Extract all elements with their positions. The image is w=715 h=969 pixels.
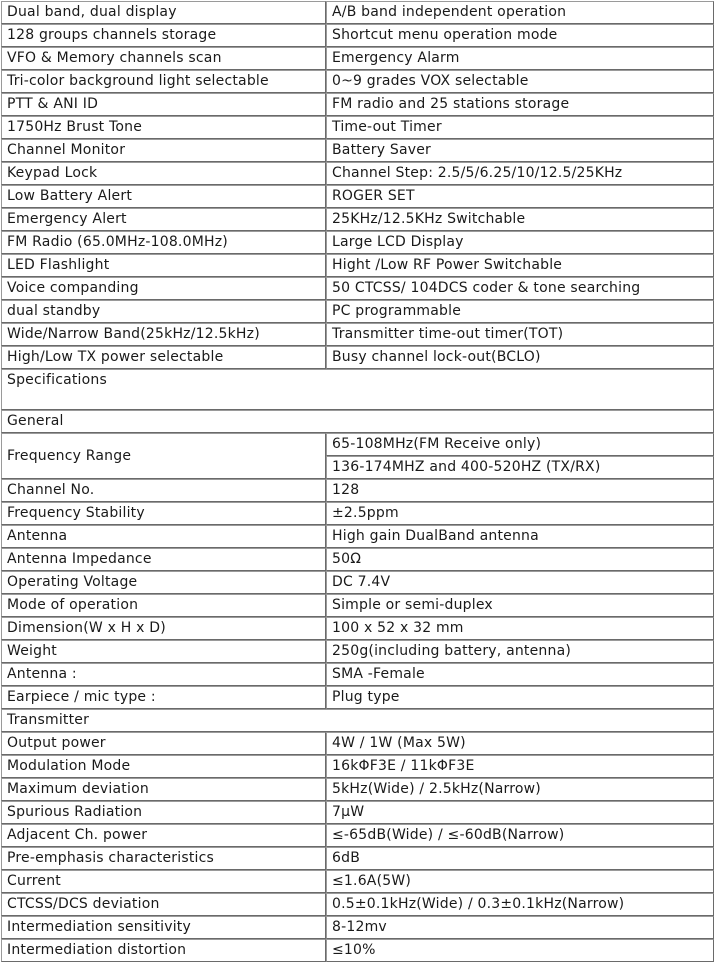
specifications-title: Specifications [1, 369, 714, 410]
spec-label: 128 groups channels storage [1, 24, 326, 47]
spec-label: Intermediation sensitivity [1, 916, 326, 939]
spec-label: High/Low TX power selectable [1, 346, 326, 369]
feature-row [1, 47, 714, 70]
spec-label: PTT & ANI ID [1, 93, 326, 116]
frequency-range-label: Frequency Range [1, 433, 326, 479]
spec-value: Transmitter time-out timer(TOT) [326, 323, 714, 346]
general-row [1, 617, 714, 640]
general-row [1, 640, 714, 663]
general-title: General [1, 410, 714, 433]
general-row [1, 594, 714, 617]
spec-label: Tri-color background light selectable [1, 70, 326, 93]
spec-value: Battery Saver [326, 139, 714, 162]
spec-value: 16kΦF3E / 11kΦF3E [326, 755, 714, 778]
frequency-range-row [1, 433, 714, 456]
transmitter-title: Transmitter [1, 709, 714, 732]
transmitter-section [1, 732, 714, 962]
feature-row [1, 70, 714, 93]
feature-row [1, 277, 714, 300]
feature-row [1, 1, 714, 24]
feature-row [1, 93, 714, 116]
general-row [1, 686, 714, 709]
spec-value: ROGER SET [326, 185, 714, 208]
spec-label: Earpiece / mic type : [1, 686, 326, 709]
spec-label: Keypad Lock [1, 162, 326, 185]
spec-value: Busy channel lock-out(BCLO) [326, 346, 714, 369]
spec-value: 8-12mv [326, 916, 714, 939]
transmitter-row [1, 801, 714, 824]
spec-value: 0.5±0.1kHz(Wide) / 0.3±0.1kHz(Narrow) [326, 893, 714, 916]
spec-label: Dimension(W x H x D) [1, 617, 326, 640]
spec-value: Simple or semi-duplex [326, 594, 714, 617]
spec-value: 4W / 1W (Max 5W) [326, 732, 714, 755]
spec-value: High gain DualBand antenna [326, 525, 714, 548]
general-row [1, 548, 714, 571]
transmitter-row [1, 778, 714, 801]
transmitter-row [1, 870, 714, 893]
transmitter-row [1, 847, 714, 870]
spec-label: Pre-emphasis characteristics [1, 847, 326, 870]
spec-value: Hight /Low RF Power Switchable [326, 254, 714, 277]
spec-label: Intermediation distortion [1, 939, 326, 962]
spec-label: Channel Monitor [1, 139, 326, 162]
feature-row [1, 116, 714, 139]
spec-label: Voice companding [1, 277, 326, 300]
spec-value: Shortcut menu operation mode [326, 24, 714, 47]
features-section [1, 1, 714, 369]
general-section [1, 479, 714, 709]
spec-value: Large LCD Display [326, 231, 714, 254]
spec-value: FM radio and 25 stations storage [326, 93, 714, 116]
transmitter-header [1, 709, 714, 732]
general-row [1, 502, 714, 525]
spec-value: 50 CTCSS/ 104DCS coder & tone searching [326, 277, 714, 300]
transmitter-row [1, 755, 714, 778]
spec-label: Emergency Alert [1, 208, 326, 231]
frequency-range-value: 65-108MHz(FM Receive only) [326, 433, 714, 456]
feature-row [1, 24, 714, 47]
spec-value: SMA -Female [326, 663, 714, 686]
spec-label: Antenna : [1, 663, 326, 686]
spec-value: 50Ω [326, 548, 714, 571]
spec-label: Current [1, 870, 326, 893]
spec-label: Modulation Mode [1, 755, 326, 778]
specifications-header-row [1, 369, 714, 410]
feature-row [1, 300, 714, 323]
spec-value: 128 [326, 479, 714, 502]
spec-label: Operating Voltage [1, 571, 326, 594]
general-row [1, 525, 714, 548]
spec-label: Wide/Narrow Band(25kHz/12.5kHz) [1, 323, 326, 346]
spec-value: ≤-65dB(Wide) / ≤-60dB(Narrow) [326, 824, 714, 847]
spec-label: Frequency Stability [1, 502, 326, 525]
feature-row [1, 346, 714, 369]
spec-value: Plug type [326, 686, 714, 709]
frequency-range-value: 136-174MHZ and 400-520HZ (TX/RX) [326, 456, 714, 479]
spec-value: Channel Step: 2.5/5/6.25/10/12.5/25KHz [326, 162, 714, 185]
general-row [1, 571, 714, 594]
spec-value: A/B band independent operation [326, 1, 714, 24]
spec-value: ±2.5ppm [326, 502, 714, 525]
feature-row [1, 139, 714, 162]
spec-label: Weight [1, 640, 326, 663]
spec-label: VFO & Memory channels scan [1, 47, 326, 70]
spec-label: LED Flashlight [1, 254, 326, 277]
spec-label: Channel No. [1, 479, 326, 502]
spec-value: 100 x 52 x 32 mm [326, 617, 714, 640]
spec-label: Maximum deviation [1, 778, 326, 801]
spec-label: Antenna Impedance [1, 548, 326, 571]
spec-label: Output power [1, 732, 326, 755]
feature-row [1, 185, 714, 208]
spec-value: DC 7.4V [326, 571, 714, 594]
feature-row [1, 323, 714, 346]
general-header-row [1, 410, 714, 433]
spec-label: FM Radio (65.0MHz-108.0MHz) [1, 231, 326, 254]
feature-row [1, 162, 714, 185]
spec-table [1, 1, 714, 962]
spec-value: Time-out Timer [326, 116, 714, 139]
feature-row [1, 254, 714, 277]
spec-value: ≤10% [326, 939, 714, 962]
feature-row [1, 231, 714, 254]
transmitter-row [1, 893, 714, 916]
spec-label: Spurious Radiation [1, 801, 326, 824]
spec-value: 7μW [326, 801, 714, 824]
general-row [1, 663, 714, 686]
specifications-section [1, 369, 714, 479]
feature-row [1, 208, 714, 231]
spec-value: 5kHz(Wide) / 2.5kHz(Narrow) [326, 778, 714, 801]
spec-label: Mode of operation [1, 594, 326, 617]
spec-label: dual standby [1, 300, 326, 323]
spec-value: 250g(including battery, antenna) [326, 640, 714, 663]
spec-label: Dual band, dual display [1, 1, 326, 24]
spec-label: Antenna [1, 525, 326, 548]
transmitter-header-row [1, 709, 714, 732]
transmitter-row [1, 916, 714, 939]
spec-label: Low Battery Alert [1, 185, 326, 208]
spec-value: 6dB [326, 847, 714, 870]
spec-label: 1750Hz Brust Tone [1, 116, 326, 139]
transmitter-row [1, 732, 714, 755]
spec-value: PC programmable [326, 300, 714, 323]
spec-label: CTCSS/DCS deviation [1, 893, 326, 916]
general-row [1, 479, 714, 502]
spec-value: Emergency Alarm [326, 47, 714, 70]
spec-value: 0~9 grades VOX selectable [326, 70, 714, 93]
transmitter-row [1, 939, 714, 962]
spec-value: 25KHz/12.5KHz Switchable [326, 208, 714, 231]
transmitter-row [1, 824, 714, 847]
spec-value: ≤1.6A(5W) [326, 870, 714, 893]
spec-label: Adjacent Ch. power [1, 824, 326, 847]
